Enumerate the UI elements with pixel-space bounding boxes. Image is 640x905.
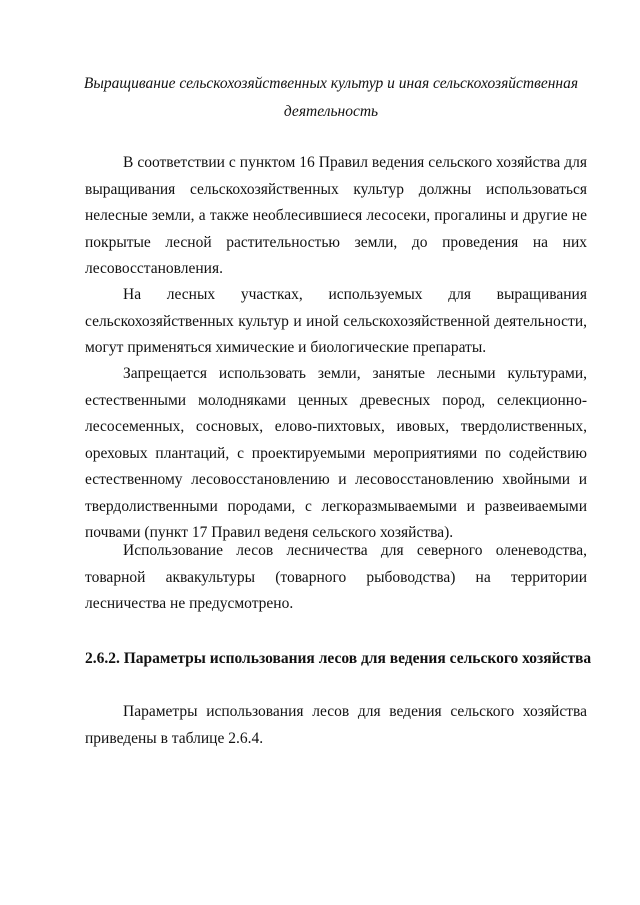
paragraph-prohibited-lands: Запрещается использовать земли, занятые лесными культурами, естественными молодняками ценных древесных пород, селекционно-лесосеменных, сосновых, елово-пихтовых, ивовых, твердолиственных, ореховых плантаций, с проектируемыми мероприятиями по содействию естественному лесовосстановлению и лесовосстановлению хвойными и твердолиственными породами, с легкоразмываемыми и развеиваемыми почвами (пункт 17 Правил веденя сельского хозяйства).	[85, 365, 587, 541]
paragraph-crop-lands: В соответствии с пунктом 16 Правил ведения сельского хозяйства для выращивания сельскохозяйственных культур должны использоваться нелесные земли, а также необлесившиеся лесосеки, прогалины и другие не покрытые лесной растительностью земли, до проведения на них лесовосстановления.	[85, 154, 587, 277]
paragraph-reindeer-aquaculture: Использование лесов лесничества для северного оленеводства, товарной аквакультуры (товарного рыбоводства) на территории лесничества не предусмотрено.	[85, 542, 587, 612]
section-subtitle: Выращивание сельскохозяйственных культур и иная сельскохозяйственная деятельность	[83, 75, 579, 120]
section-heading: 2.6.2. Параметры использования лесов для ведения сельского хозяйства	[85, 650, 592, 667]
paragraph-chemicals: На лесных участках, используемых для выращивания сельскохозяйственных культур и иной сельскохозяйственной деятельности, могут применяться химические и биологические препараты.	[85, 286, 587, 356]
paragraph-parameters-reference: Параметры использования лесов для ведения сельского хозяйства приведены в таблице 2.6.4.	[85, 703, 587, 747]
